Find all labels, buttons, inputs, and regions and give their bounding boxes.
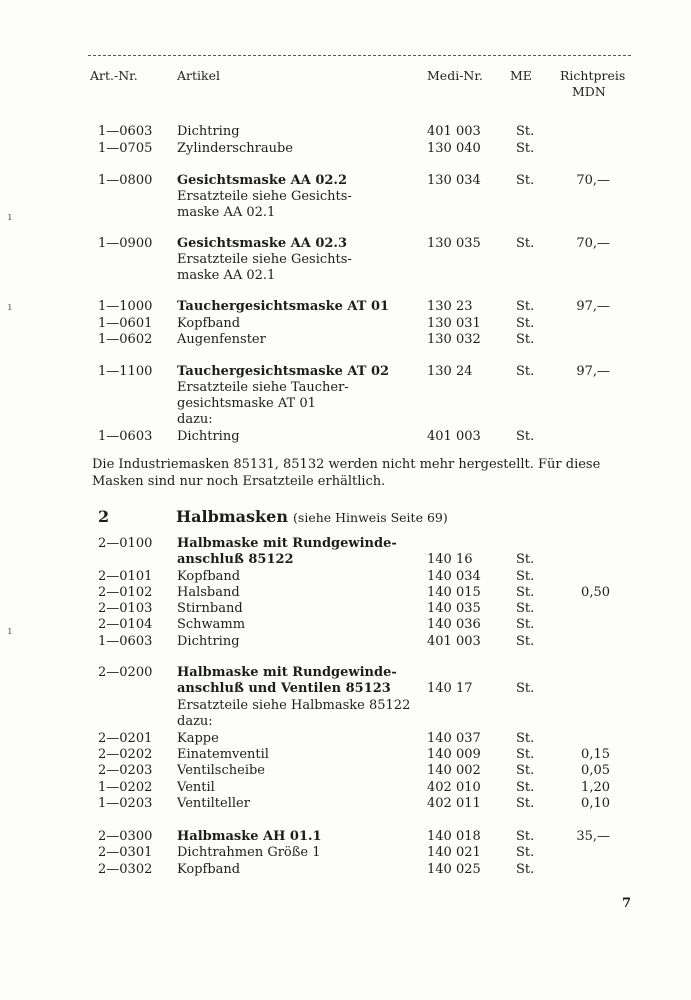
article-name: Zylinderschraube [177, 141, 293, 156]
article-name: Ersatzteile siehe Taucher- [177, 380, 349, 395]
unit: St. [516, 173, 535, 188]
table-row [0, 252, 691, 268]
article-number: 2—0101 [98, 569, 153, 584]
header-artikel: Artikel [177, 68, 220, 83]
medi-number: 140 002 [427, 763, 481, 778]
table-row [0, 585, 691, 601]
page-number: 7 [622, 896, 632, 911]
article-number: 1—0900 [98, 236, 153, 251]
article-number: 2—0202 [98, 747, 153, 762]
medi-number: 130 040 [427, 141, 481, 156]
table-row [0, 189, 691, 205]
unit: St. [516, 332, 535, 347]
unit: St. [516, 681, 535, 696]
table-row [0, 380, 691, 396]
price: 1,20 [581, 780, 610, 795]
unit: St. [516, 601, 535, 616]
section-title-note: (siehe Hinweis Seite 69) [293, 510, 448, 525]
article-name: Schwamm [177, 617, 246, 632]
article-number: 1—1000 [98, 299, 153, 314]
table-row [0, 299, 691, 315]
article-name: Halsband [177, 585, 240, 600]
table-row [0, 124, 691, 140]
article-name: dazu: [177, 412, 213, 427]
medi-number: 140 036 [427, 617, 481, 632]
unit: St. [516, 316, 535, 331]
price: 97,— [576, 364, 610, 379]
unit: St. [516, 731, 535, 746]
table-row [0, 780, 691, 796]
medi-number: 140 025 [427, 862, 481, 877]
article-number: 2—0104 [98, 617, 153, 632]
article-number: 2—0102 [98, 585, 153, 600]
article-number: 1—0603 [98, 429, 153, 444]
medi-number: 140 021 [427, 845, 481, 860]
price: 0,05 [581, 763, 610, 778]
medi-number: 140 009 [427, 747, 481, 762]
article-name: Ersatzteile siehe Gesichts- [177, 252, 352, 267]
table-row [0, 665, 691, 681]
article-number: 2—0100 [98, 536, 153, 551]
unit: St. [516, 429, 535, 444]
table-row [0, 796, 691, 812]
article-name: Stirnband [177, 601, 243, 616]
article-name: Kappe [177, 731, 219, 746]
unit: St. [516, 747, 535, 762]
article-name: Augenfenster [177, 332, 266, 347]
article-number: 2—0301 [98, 845, 153, 860]
price: 35,— [576, 829, 610, 844]
medi-number: 140 17 [427, 681, 473, 696]
article-name: dazu: [177, 714, 213, 729]
medi-number: 401 003 [427, 429, 481, 444]
article-name: Halbmaske mit Rundgewinde- [177, 536, 397, 551]
table-row [0, 316, 691, 332]
unit: St. [516, 780, 535, 795]
medi-number: 140 037 [427, 731, 481, 746]
table-row [0, 364, 691, 380]
table-row [0, 731, 691, 747]
price: 0,50 [581, 585, 610, 600]
article-number: 1—0601 [98, 316, 153, 331]
medi-number: 140 035 [427, 601, 481, 616]
article-number: 2—0300 [98, 829, 153, 844]
table-row [0, 862, 691, 878]
article-name: Halbmaske AH 01.1 [177, 829, 322, 844]
section-number: 2 [98, 507, 110, 526]
article-number: 1—0603 [98, 634, 153, 649]
article-number: 2—0302 [98, 862, 153, 877]
article-name: Ventil [177, 780, 215, 795]
medi-number: 140 018 [427, 829, 481, 844]
table-row [0, 698, 691, 714]
article-number: 1—0705 [98, 141, 153, 156]
article-name: Kopfband [177, 316, 241, 331]
article-number: 1—0602 [98, 332, 153, 347]
medi-number: 401 003 [427, 634, 481, 649]
article-number: 1—0203 [98, 796, 153, 811]
article-name: Ventilscheibe [177, 763, 265, 778]
table-row [0, 396, 691, 412]
unit: St. [516, 299, 535, 314]
table-row [0, 332, 691, 348]
medi-number: 140 16 [427, 552, 473, 567]
unit: St. [516, 829, 535, 844]
article-number: 2—0201 [98, 731, 153, 746]
price: 70,— [576, 173, 610, 188]
header-richtpreis: Richtpreis [560, 68, 626, 83]
medi-number: 402 011 [427, 796, 481, 811]
margin-mark: ı [8, 300, 12, 313]
table-row [0, 681, 691, 697]
unit: St. [516, 796, 535, 811]
article-name: maske AA 02.1 [177, 205, 276, 220]
price: 97,— [576, 299, 610, 314]
article-name: Dichtring [177, 634, 240, 649]
header-medi-nr: Medi-Nr. [427, 68, 483, 83]
unit: St. [516, 845, 535, 860]
article-number: 1—1100 [98, 364, 153, 379]
article-name: Gesichtsmaske AA 02.2 [177, 173, 347, 188]
article-name: Tauchergesichtsmaske AT 01 [177, 299, 390, 314]
table-row [0, 634, 691, 650]
medi-number: 130 031 [427, 316, 481, 331]
article-name: Halbmaske mit Rundgewinde- [177, 665, 397, 680]
article-number: 1—0202 [98, 780, 153, 795]
table-row [0, 536, 691, 552]
unit: St. [516, 569, 535, 584]
header-me: ME [510, 68, 532, 83]
article-name: Einatemventil [177, 747, 269, 762]
table-row [0, 268, 691, 284]
table-row [0, 205, 691, 221]
table-row [0, 747, 691, 763]
table-row [0, 569, 691, 585]
price: 0,15 [581, 747, 610, 762]
table-row [0, 412, 691, 428]
industrial-masks-note: Die Industriemasken 85131, 85132 werden nicht mehr hergestellt. Für diese Masken sind nur noch Ersatzteile erhältlich. [92, 457, 601, 489]
medi-number: 130 23 [427, 299, 473, 314]
table-row [0, 552, 691, 568]
article-name: Ersatzteile siehe Gesichts- [177, 189, 352, 204]
table-row [0, 617, 691, 633]
unit: St. [516, 141, 535, 156]
article-number: 1—0603 [98, 124, 153, 139]
table-row [0, 714, 691, 730]
medi-number: 402 010 [427, 780, 481, 795]
unit: St. [516, 862, 535, 877]
price: 0,10 [581, 796, 610, 811]
article-name: Dichtrahmen Größe 1 [177, 845, 321, 860]
unit: St. [516, 634, 535, 649]
medi-number: 140 034 [427, 569, 481, 584]
unit: St. [516, 364, 535, 379]
article-name: maske AA 02.1 [177, 268, 276, 283]
article-number: 2—0103 [98, 601, 153, 616]
header-art-nr: Art.-Nr. [90, 68, 138, 83]
table-row [0, 236, 691, 252]
medi-number: 130 032 [427, 332, 481, 347]
article-name: Ersatzteile siehe Halbmaske 85122 [177, 698, 411, 713]
article-number: 2—0200 [98, 665, 153, 680]
article-name: Kopfband [177, 569, 241, 584]
article-name: anschluß und Ventilen 85123 [177, 681, 391, 696]
section-title [176, 507, 448, 526]
unit: St. [516, 124, 535, 139]
article-number: 2—0203 [98, 763, 153, 778]
table-row [0, 763, 691, 779]
table-row [0, 601, 691, 617]
article-name: Kopfband [177, 862, 241, 877]
article-name: Gesichtsmaske AA 02.3 [177, 236, 347, 251]
article-name: Dichtring [177, 124, 240, 139]
table-row [0, 173, 691, 189]
unit: St. [516, 585, 535, 600]
article-name: Ventilteller [177, 796, 250, 811]
medi-number: 401 003 [427, 124, 481, 139]
section-title-text: Halbmasken [176, 507, 288, 526]
header-rule [88, 55, 631, 56]
unit: St. [516, 552, 535, 567]
article-name: Tauchergesichtsmaske AT 02 [177, 364, 390, 379]
medi-number: 140 015 [427, 585, 481, 600]
article-name: Dichtring [177, 429, 240, 444]
margin-mark: ı [8, 210, 12, 223]
article-name: gesichtsmaske AT 01 [177, 396, 316, 411]
medi-number: 130 24 [427, 364, 473, 379]
article-number: 1—0800 [98, 173, 153, 188]
unit: St. [516, 617, 535, 632]
medi-number: 130 035 [427, 236, 481, 251]
header-mdn: MDN [572, 84, 606, 99]
price: 70,— [576, 236, 610, 251]
table-row [0, 141, 691, 157]
medi-number: 130 034 [427, 173, 481, 188]
table-row [0, 829, 691, 845]
table-row [0, 429, 691, 445]
unit: St. [516, 236, 535, 251]
table-row [0, 845, 691, 861]
margin-mark: ı [8, 624, 12, 637]
article-name: anschluß 85122 [177, 552, 294, 567]
unit: St. [516, 763, 535, 778]
